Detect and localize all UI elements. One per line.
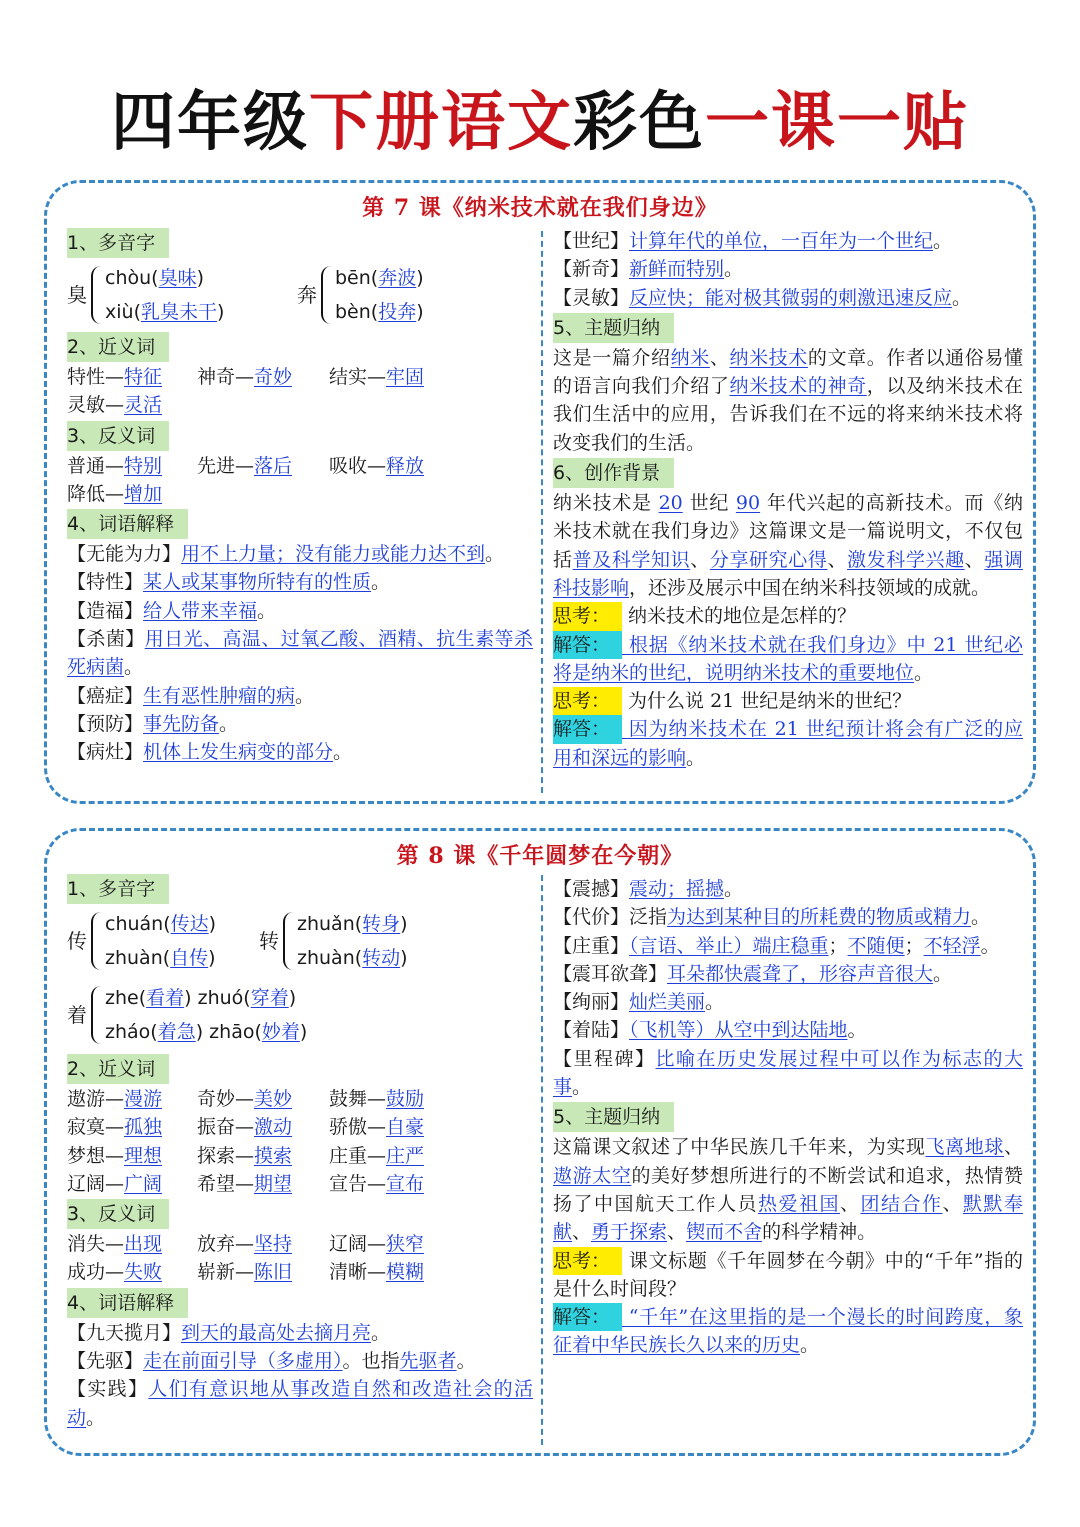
- word: 成功—: [67, 1261, 125, 1284]
- lesson-8-left-column: [67, 873, 533, 1432]
- explanation: 用日光、高温、过氧乙酸、酒精、抗生素等杀死病菌: [67, 628, 533, 679]
- term: 【里程碑】: [553, 1047, 656, 1070]
- punct: 。: [952, 286, 972, 309]
- section-heading: 4、词语解释: [67, 509, 188, 539]
- word: 宣告—: [329, 1172, 387, 1195]
- text: 年代兴起的高新技术。而《纳米技术就在我们身边》这篇课文是一篇说明文，不仅包括: [553, 492, 1023, 571]
- title-part: 下册语文: [309, 86, 573, 160]
- title-part: 一课一贴: [705, 86, 969, 160]
- punct: 。: [124, 656, 144, 679]
- antonym: 坚持: [254, 1233, 293, 1256]
- antonym: 模糊: [386, 1261, 425, 1284]
- punct: 。: [980, 934, 1000, 957]
- text: 、: [942, 1192, 963, 1215]
- word: 放弃—: [197, 1233, 255, 1256]
- polyphone-entry: [67, 259, 297, 331]
- keyword: 纳米技术: [729, 346, 808, 369]
- keyword: 默默奉献: [553, 1192, 1023, 1244]
- antonym: 失败: [124, 1261, 163, 1284]
- example-word: 奔波: [378, 267, 417, 289]
- word: 神奇—: [197, 366, 255, 388]
- paren: ): [288, 987, 297, 1009]
- text: 、: [667, 1221, 687, 1244]
- punct: 。: [572, 1076, 592, 1099]
- definition: [553, 875, 1023, 903]
- paren: ): [208, 947, 216, 969]
- pinyin: zhuǎn(: [297, 913, 363, 935]
- question-text: 为什么说 21 世纪是纳米的世纪？: [622, 690, 912, 713]
- section-heading: 5、主题归纳: [553, 313, 674, 343]
- polyphone-char: 传: [67, 928, 87, 953]
- section-heading: 3、反义词: [67, 1199, 169, 1229]
- definition: [67, 1347, 533, 1375]
- word: 寂寞—: [67, 1116, 125, 1139]
- keyword: 勇于探索: [591, 1221, 668, 1244]
- antonym-row: [67, 480, 533, 508]
- lesson-8-title: 第 8 课《千年圆梦在今朝》: [396, 843, 684, 869]
- keyword: 遨游太空: [553, 1164, 632, 1187]
- synonym: 灵活: [124, 394, 163, 417]
- antonym: 陈旧: [254, 1261, 293, 1284]
- term: 【世纪】: [553, 230, 630, 252]
- paren: ): [184, 987, 192, 1009]
- example-word: 穿着: [250, 987, 289, 1009]
- antonym: 特别: [124, 454, 163, 477]
- word: 遨游—: [67, 1088, 125, 1110]
- paren: ): [299, 1021, 308, 1043]
- synonym-row: [67, 1113, 533, 1141]
- definition: [67, 568, 533, 596]
- definition: [67, 1375, 533, 1432]
- think-question: [553, 687, 1023, 715]
- think-label: 思考：: [553, 602, 622, 630]
- polyphone-char: 转: [259, 928, 279, 953]
- explanation: 走在前面引导（多虚用）: [143, 1350, 343, 1373]
- brace-icon: [91, 266, 103, 324]
- punct: 。: [333, 741, 353, 764]
- example-word: 传达: [170, 913, 209, 935]
- explanation: 给人带来幸福: [143, 599, 258, 622]
- keyword: 锲而不舍: [686, 1221, 763, 1244]
- paren: ): [217, 301, 225, 323]
- paren: ): [400, 913, 408, 935]
- keyword: 20: [658, 492, 683, 515]
- definition: [553, 1045, 1023, 1102]
- definition: [553, 1016, 1023, 1044]
- definition: [67, 682, 533, 710]
- pinyin: zháo(: [105, 1021, 158, 1043]
- word: 普通—: [67, 454, 125, 477]
- polyphone-entry: [259, 905, 408, 977]
- example-word: 妙着: [261, 1021, 300, 1043]
- keyword: 强调科技影响: [553, 548, 1023, 599]
- definition: [67, 625, 533, 682]
- polyphone-group: [67, 259, 533, 331]
- antonym: 出现: [124, 1233, 163, 1256]
- explanation: 不轻浮: [923, 934, 981, 957]
- term: 【绚丽】: [553, 991, 630, 1014]
- question-text: 纳米技术的地位是怎样的？: [622, 605, 857, 628]
- column-divider: [541, 231, 543, 793]
- punct: 。: [971, 906, 991, 929]
- word: 鼓舞—: [329, 1088, 387, 1110]
- polyphone-char: 着: [67, 1002, 87, 1027]
- term: 【震撼】: [553, 878, 630, 900]
- term: 【灵敏】: [553, 286, 630, 309]
- paren: ): [208, 913, 217, 935]
- word: 庄重—: [329, 1144, 387, 1167]
- explanation: 震动；摇撼: [629, 878, 725, 900]
- word: 降低—: [67, 482, 125, 505]
- term: 【实践】: [67, 1378, 149, 1401]
- keyword: 飞离地球: [925, 1136, 1004, 1159]
- column-divider: [541, 875, 543, 1445]
- synonym: 期望: [254, 1172, 293, 1195]
- text: 这篇课文叙述了中华民族几千年来，为实现: [553, 1136, 926, 1159]
- answer-label: 解答：: [553, 715, 622, 743]
- synonym: 鼓励: [386, 1088, 425, 1110]
- word: 奇妙—: [197, 1088, 255, 1110]
- explanation: 生有恶性肿瘤的病: [143, 684, 296, 707]
- punct: 。: [371, 571, 391, 594]
- definition: [67, 738, 533, 766]
- answer-text: 因为纳米技术在 21 世纪预计将会有广泛的应用和深远的影响: [553, 718, 1023, 769]
- text: ，以及纳米技术在我们生活中的应用，告诉我们在不远的将来纳米技术将改变我们的生活。: [553, 375, 1023, 454]
- answer-text: 根据《纳米技术就在我们身边》中 21 世纪必将是纳米的世纪，说明纳米技术的重要地位: [553, 633, 1023, 684]
- explanation: 事先防备: [143, 712, 220, 735]
- section-heading: 1、多音字: [67, 874, 169, 904]
- paren: ): [416, 267, 424, 289]
- definition: [553, 932, 1023, 960]
- punct: 。: [933, 230, 953, 252]
- term: 【造福】: [67, 599, 144, 622]
- example-word: 转身: [362, 913, 401, 935]
- antonym: 释放: [386, 454, 425, 477]
- think-question: [553, 1247, 1023, 1304]
- example-word: 转动: [362, 947, 401, 969]
- paren: ): [195, 1021, 204, 1043]
- explanation: 不随便: [847, 934, 905, 957]
- text: 的美好梦想所进行的不断尝试和追求，热情赞扬了中国航天工作人员: [553, 1164, 1023, 1215]
- term: 【特性】: [67, 571, 144, 594]
- punct: 。: [485, 543, 505, 566]
- punct: 。: [86, 1406, 106, 1429]
- pinyin: zhe(: [105, 987, 147, 1009]
- polyphone-entry: [67, 905, 259, 977]
- theme-paragraph: [553, 1133, 1023, 1246]
- punct: 。: [705, 991, 725, 1014]
- lesson-7-right-column: [553, 227, 1023, 772]
- synonym: 特征: [124, 366, 163, 388]
- explanation: 某人或某事物所特有的性质: [143, 571, 372, 594]
- explanation: 反应快；能对极其微弱的刺激迅速反应: [629, 286, 953, 309]
- definition: [553, 903, 1023, 931]
- keyword: 纳米技术的神奇: [729, 375, 867, 398]
- polyphone-entry: [67, 977, 533, 1053]
- synonym: 牢固: [386, 366, 425, 388]
- keyword: 分享研究心得: [709, 548, 828, 571]
- term: 【无能为力】: [67, 543, 182, 566]
- pinyin: zhuàn(: [297, 947, 363, 969]
- brace-icon: [283, 912, 295, 970]
- text: 的文章。作者以通俗易懂的语言向我们介绍了: [553, 346, 1023, 398]
- brace-icon: [91, 986, 103, 1044]
- punct: 。: [295, 684, 315, 707]
- definition: [67, 710, 533, 738]
- polyphone-char: 臭: [67, 282, 87, 307]
- synonym: 摸索: [254, 1144, 293, 1167]
- page-title: [0, 78, 1080, 168]
- text: 、: [839, 1192, 861, 1215]
- antonym-row: [67, 1230, 533, 1258]
- lesson-7-left-column: [67, 227, 533, 767]
- synonym-row: [67, 363, 533, 391]
- pinyin: xiù(: [105, 301, 141, 323]
- term: 【癌症】: [67, 684, 144, 707]
- punct: 。: [933, 962, 953, 985]
- word: 振奋—: [197, 1116, 255, 1139]
- term: 【九天揽月】: [67, 1321, 182, 1344]
- punct: ；: [904, 934, 924, 957]
- word: 骄傲—: [329, 1116, 387, 1139]
- synonym-row: [67, 1142, 533, 1170]
- term: 【着陆】: [553, 1019, 630, 1042]
- example-word: 着急: [157, 1021, 196, 1043]
- lesson-8-right-column: [553, 875, 1023, 1360]
- word: 结实—: [329, 366, 387, 388]
- definition: [67, 1319, 533, 1347]
- synonym: 理想: [124, 1144, 163, 1167]
- example-word: 投奔: [378, 301, 417, 323]
- example-word: 臭味: [158, 267, 197, 289]
- text: 、: [964, 548, 985, 571]
- antonym-row: [67, 1258, 533, 1286]
- answer-label: 解答：: [553, 631, 622, 659]
- section-heading: 1、多音字: [67, 228, 169, 258]
- pinyin: zhuàn(: [105, 947, 171, 969]
- explanation: 机体上发生病变的部分: [143, 741, 334, 764]
- think-question: [553, 602, 1023, 630]
- explanation: 先驱者: [399, 1350, 457, 1373]
- explanation: 计算年代的单位，一百年为一个世纪: [629, 230, 934, 252]
- brace-icon: [91, 912, 103, 970]
- punct: 。: [724, 878, 744, 900]
- definition: [553, 284, 1023, 312]
- example-word: 自传: [170, 947, 209, 969]
- text: 、: [690, 548, 710, 571]
- text: 的科学精神。: [762, 1221, 877, 1244]
- keyword: 热爱祖国: [757, 1192, 840, 1215]
- synonym-row: [67, 1085, 533, 1113]
- text: 泛指: [629, 906, 668, 929]
- definition: [67, 597, 533, 625]
- title-part: 四年级: [111, 86, 309, 160]
- definition: [67, 540, 533, 568]
- text: 纳米技术是: [553, 492, 659, 515]
- word: 消失—: [67, 1233, 125, 1256]
- synonym: 广阔: [124, 1172, 163, 1195]
- text: ，还涉及展示中国在纳米科技领域的成就。: [629, 576, 991, 599]
- answer: 解答： 根据《纳米技术就在我们身边》中 21 世纪必将是纳米的世纪，说明纳米技术的重要地位。: [553, 631, 1023, 688]
- synonym: 庄严: [386, 1144, 425, 1167]
- definition: [553, 227, 1023, 255]
- explanation: 耳朵都快震聋了，形容声音很大: [667, 962, 934, 985]
- keyword: 团结合作: [860, 1192, 943, 1215]
- synonym: 孤独: [124, 1116, 163, 1139]
- section-heading: 5、主题归纳: [553, 1102, 674, 1132]
- explanation: 人们有意识地从事改造自然和改造社会的活动: [67, 1378, 533, 1429]
- synonym: 自豪: [386, 1116, 425, 1139]
- synonym: 宣布: [386, 1172, 425, 1195]
- text: 、: [572, 1221, 592, 1244]
- section-heading: 4、词语解释: [67, 1288, 188, 1318]
- question-text: 课文标题《千年圆梦在今朝》中的“千年”指的是什么时间段？: [553, 1249, 1023, 1300]
- punct: 。: [257, 599, 277, 622]
- answer-label: 解答：: [553, 1303, 622, 1331]
- word: 清晰—: [329, 1261, 387, 1284]
- lesson-7-card: [44, 180, 1036, 804]
- theme-paragraph: [553, 344, 1023, 457]
- term: 【庄重】: [553, 934, 630, 957]
- brace-icon: [321, 266, 333, 324]
- antonym: 狭窄: [386, 1233, 425, 1256]
- think-label: 思考：: [553, 1247, 622, 1275]
- word: 崭新—: [197, 1261, 255, 1284]
- explanation: 比喻在历史发展过程中可以作为标志的大事: [553, 1047, 1023, 1099]
- definition: [553, 255, 1023, 283]
- keyword: 激发科学兴趣: [847, 548, 965, 571]
- section-heading: 2、近义词: [67, 1054, 169, 1084]
- text: 这是一篇介绍: [553, 346, 671, 369]
- antonym: 增加: [124, 482, 163, 505]
- section-heading: 6、创作背景: [553, 458, 674, 488]
- word: 灵敏—: [67, 394, 125, 417]
- word: 梦想—: [67, 1144, 125, 1167]
- punct: ；: [828, 934, 848, 957]
- keyword: 纳米: [670, 346, 710, 369]
- paren: ): [196, 267, 205, 289]
- term: 【杀菌】: [67, 628, 145, 651]
- punct: 。: [219, 712, 239, 735]
- synonym-row: [67, 1170, 533, 1198]
- pinyin: zhāo(: [203, 1021, 262, 1043]
- synonym: 漫游: [124, 1088, 163, 1110]
- answer: 解答： 因为纳米技术在 21 世纪预计将会有广泛的应用和深远的影响。: [553, 715, 1023, 772]
- word: 希望—: [197, 1172, 255, 1195]
- synonym: 激动: [254, 1116, 293, 1139]
- antonym: 落后: [254, 454, 293, 477]
- term: 【震耳欲聋】: [553, 962, 668, 985]
- lesson-8-card: [44, 828, 1036, 1456]
- section-heading: 2、近义词: [67, 332, 169, 362]
- synonym: 美妙: [254, 1088, 293, 1110]
- paren: ): [400, 947, 408, 969]
- text: 、: [1003, 1136, 1023, 1159]
- term: 【代价】: [553, 906, 630, 929]
- word: 特性—: [67, 366, 125, 388]
- keyword: 普及科学知识: [572, 548, 691, 571]
- lesson-7-title: 第 7 课《纳米技术就在我们身边》: [362, 195, 718, 221]
- polyphone-entry: [297, 259, 424, 331]
- explanation: （飞机等）从空中到达陆地: [629, 1019, 848, 1042]
- word: 先进—: [197, 454, 255, 477]
- punct: 。: [847, 1019, 867, 1042]
- explanation: （言语、举止）端庄稳重: [629, 934, 829, 957]
- punct: 。: [456, 1350, 476, 1373]
- explanation: 灿烂美丽: [629, 991, 706, 1014]
- synonym-row: [67, 391, 533, 419]
- pinyin: bèn(: [335, 301, 379, 323]
- definition: [553, 988, 1023, 1016]
- polyphone-group: [67, 905, 533, 977]
- word: 吸收—: [329, 454, 387, 477]
- pinyin: chòu(: [105, 267, 159, 289]
- text: 、: [827, 548, 848, 571]
- example-word: 看着: [146, 987, 185, 1009]
- punct: 。: [724, 258, 744, 281]
- explanation: 为达到某种目的所耗费的物质或精力: [667, 906, 972, 929]
- think-label: 思考：: [553, 687, 622, 715]
- pinyin: chuán(: [105, 913, 171, 935]
- definition: [553, 960, 1023, 988]
- answer-text: “千年”在这里指的是一个漫长的时间跨度，象征着中华民族长久以来的历史: [553, 1306, 1023, 1357]
- example-word: 乳臭未干: [140, 301, 217, 323]
- pinyin: bēn(: [335, 267, 379, 289]
- word: 辽阔—: [329, 1233, 387, 1256]
- term: 【新奇】: [553, 258, 630, 281]
- word: 探索—: [197, 1144, 255, 1167]
- term: 【病灶】: [67, 741, 144, 764]
- text: 世纪: [682, 492, 736, 515]
- pinyin: zhuó(: [191, 987, 251, 1009]
- section-heading: 3、反义词: [67, 421, 169, 451]
- punct: 。: [371, 1321, 391, 1344]
- explanation: 新鲜而特别: [629, 258, 725, 281]
- paren: ): [416, 301, 424, 323]
- explanation: 用不上力量；没有能力或能力达不到: [181, 543, 486, 566]
- term: 【先驱】: [67, 1350, 144, 1373]
- explanation: 到天的最高处去摘月亮: [181, 1321, 372, 1344]
- keyword: 90: [735, 492, 761, 515]
- word: 辽阔—: [67, 1172, 125, 1195]
- text: 、: [709, 346, 730, 369]
- background-paragraph: [553, 489, 1023, 602]
- antonym-row: [67, 452, 533, 480]
- term: 【预防】: [67, 712, 144, 735]
- title-part: 彩色: [573, 86, 705, 160]
- answer: 解答： “千年”在这里指的是一个漫长的时间跨度，象征着中华民族长久以来的历史。: [553, 1303, 1023, 1360]
- text: 。也指: [342, 1350, 400, 1373]
- synonym: 奇妙: [254, 366, 293, 388]
- polyphone-char: 奔: [297, 282, 317, 307]
